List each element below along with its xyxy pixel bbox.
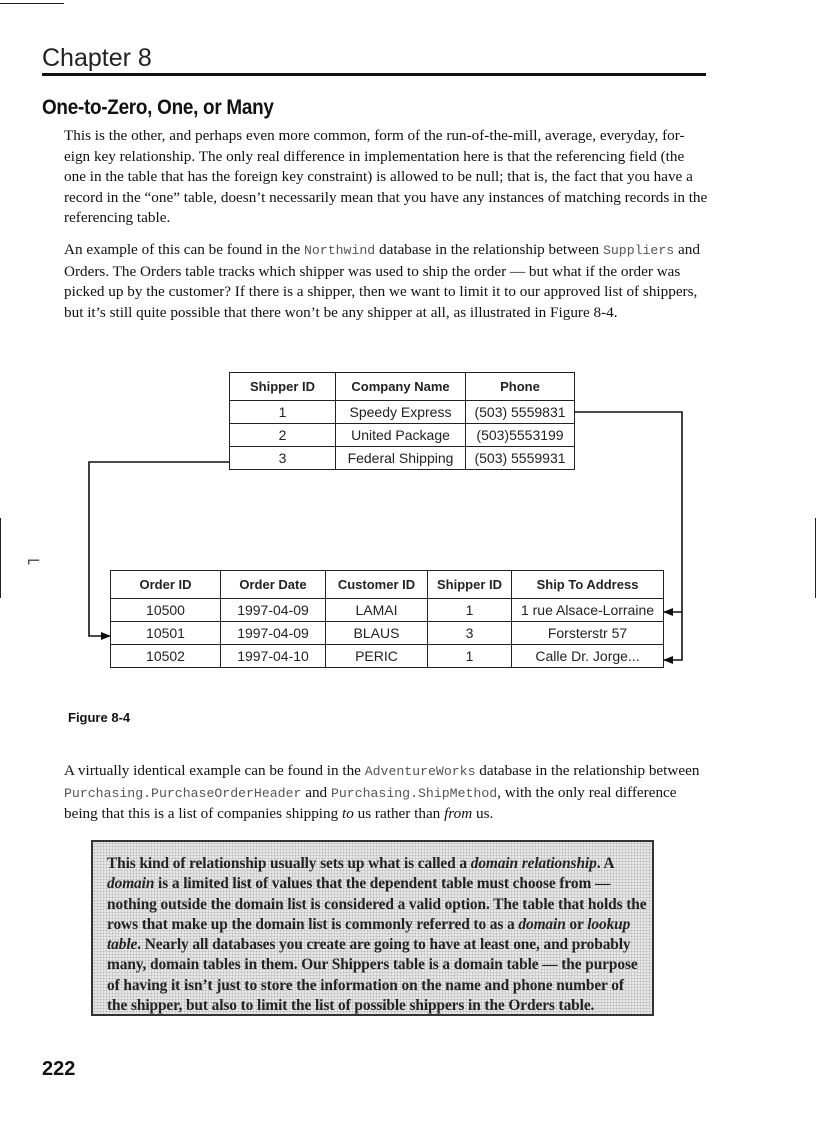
table-cell: 1997-04-10	[221, 645, 326, 668]
adventureworks-code: AdventureWorks	[364, 764, 476, 779]
orders-table	[110, 570, 664, 668]
shippers-col-company-name: Company Name	[336, 373, 466, 401]
table-cell: Speedy Express	[336, 401, 466, 424]
table-row	[230, 401, 575, 424]
paragraph-one: This is the other, and perhaps even more common, form of the run-of-the-mill, average, everyday, for-eign key relationship. The only real difference in implementation here is that the referencing field (the one in the table that has the foreign key constraint) is allowed to be null; that is, the fact that you have a record in the “one” table, doesn’t necessarily mean that you have any instances of matching records in the referencing table.	[64, 127, 708, 226]
shippers-header-row	[230, 373, 575, 401]
shippers-col-phone: Phone	[466, 373, 575, 401]
northwind-code: Northwind	[303, 243, 376, 258]
table-cell: PERIC	[326, 645, 428, 668]
shippers-table	[229, 372, 575, 470]
table-cell: 10502	[111, 645, 221, 668]
table-cell: 3	[230, 447, 336, 470]
table-row	[230, 447, 575, 470]
table-row	[230, 424, 575, 447]
table-row	[111, 622, 664, 645]
table-cell: 2	[230, 424, 336, 447]
shippers-col-shipper-id: Shipper ID	[230, 373, 336, 401]
table-cell: 10501	[111, 622, 221, 645]
purchase-order-header-code: Purchasing.PurchaseOrderHeader	[64, 785, 302, 801]
table-cell: (503)5553199	[466, 424, 575, 447]
registration-mark-icon: ⌐	[26, 551, 42, 572]
page-number: 222	[42, 1058, 76, 1080]
paragraph-three: A virtually identical example can be found in the AdventureWorks database in the relationship between Purchasing.PurchaseOrderHeader and Purchasing.ShipMethod, with the only real difference being that this is a list of companies shipping to us rather than from us.	[64, 762, 700, 822]
note-box	[91, 840, 654, 1016]
chapter-header: Chapter 8	[42, 44, 706, 76]
table-cell: Federal Shipping	[336, 447, 466, 470]
table-cell: 10500	[111, 599, 221, 622]
paragraph-two: An example of this can be found in the Northwind database in the relationship between Suppliers and Orders. The Orders table tracks which shipper was used to ship the order — but what if the order was picked up by the customer? If there is a shipper, then we want to limit it to our approved list of shippers, but it’s still quite possible that there won’t be any shipper at all, as illustrated in Figure 8-4.	[64, 241, 700, 321]
table-cell: 1997-04-09	[221, 622, 326, 645]
orders-col-ship-to-address: Ship To Address	[512, 571, 664, 599]
table-cell: United Package	[336, 424, 466, 447]
table-cell: (503) 5559831	[466, 401, 575, 424]
suppliers-code: Suppliers	[602, 243, 675, 258]
table-cell: 1	[428, 599, 512, 622]
table-cell: 1 rue Alsace-Lorraine	[512, 599, 664, 622]
orders-header-row	[111, 571, 664, 599]
table-cell: (503) 5559931	[466, 447, 575, 470]
table-cell: BLAUS	[326, 622, 428, 645]
table-cell: 1	[428, 645, 512, 668]
table-cell: 1	[230, 401, 336, 424]
table-cell: Calle Dr. Jorge...	[512, 645, 664, 668]
ship-method-code: Purchasing.ShipMethod	[330, 785, 498, 801]
table-row	[111, 599, 664, 622]
orders-col-shipper-id: Shipper ID	[428, 571, 512, 599]
orders-col-order-id: Order ID	[111, 571, 221, 599]
table-cell: 1997-04-09	[221, 599, 326, 622]
table-cell: Forsterstr 57	[512, 622, 664, 645]
orders-col-customer-id: Customer ID	[326, 571, 428, 599]
table-row	[111, 645, 664, 668]
table-cell: 3	[428, 622, 512, 645]
orders-col-order-date: Order Date	[221, 571, 326, 599]
figure-caption: Figure 8-4	[68, 710, 131, 725]
table-cell: LAMAI	[326, 599, 428, 622]
note-text: This kind of relationship usually sets up what is called a domain relationship. A domain is a limited list of values that the dependent table must choose from — nothing outside the domain list is considered a valid option. The table that holds the rows that make up the domain list is commonly referred to as a domain or lookup table. Nearly all databases you create are going to have at least one, and probably many, domain tables in them. Our Shippers table is a domain table — the purpose of having it isn’t just to store the information on the name and phone number of the shipper, but also to limit the list of possible shippers in the Orders table.	[107, 855, 647, 1015]
section-title: One-to-Zero, One, or Many	[42, 96, 274, 119]
